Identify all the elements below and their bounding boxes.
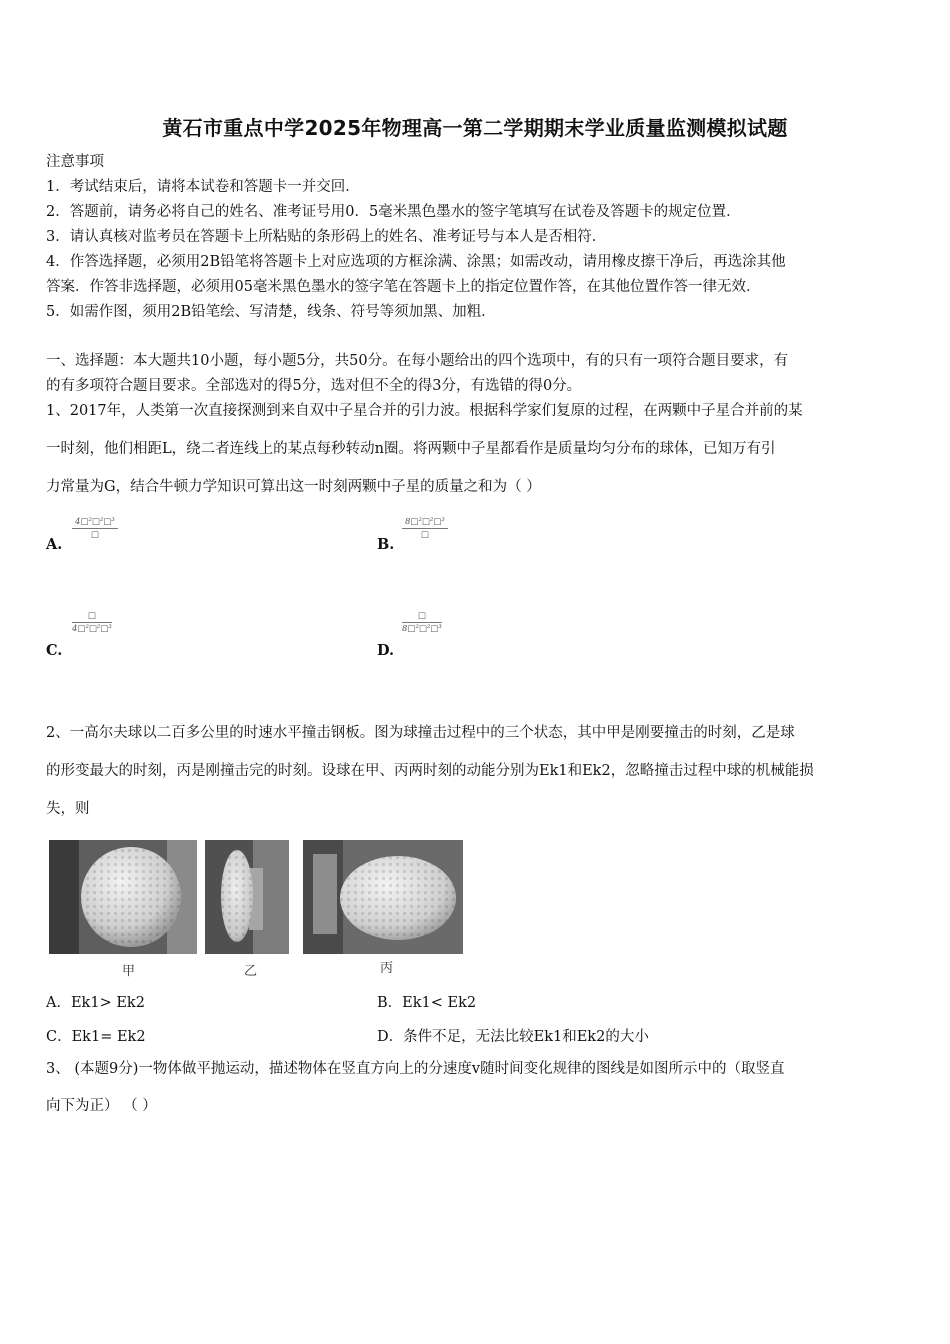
question-2-text: 2、一高尔夫球以二百多公里的时速水平撞击钢板。图为球撞击过程中的三个状态，其中甲是刚要撞击的时刻，乙是球 <box>46 725 795 741</box>
notice-heading: 注意事项 <box>46 154 104 170</box>
golf-ball-photo-before-impact <box>49 840 197 954</box>
question-1-text: 力常量为G，结合牛顿力学知识可算出这一时刻两颗中子星的质量之和为（ ） <box>46 479 541 495</box>
section-instructions: 的有多项符合题目要求。全部选对的得5分，选对但不全的得3分，有选错的得0分。 <box>46 378 582 394</box>
section-instructions: 一、选择题：本大题共10小题，每小题5分，共50分。在每小题给出的四个选项中，有的只有一项符合题目要求，有 <box>46 353 789 369</box>
question-3-text: 向下为正） （ ） <box>46 1098 157 1114</box>
option-a-label: A. <box>46 536 63 553</box>
photo-caption: 乙 <box>244 964 258 979</box>
golf-ball-photo-after-impact <box>303 840 463 954</box>
notice-item: 5．如需作图，须用2B铅笔绘、写清楚，线条、符号等须加黑、加粗． <box>46 304 496 320</box>
option-b-label: B. <box>377 536 395 553</box>
option-b-formula <box>402 517 448 540</box>
golf-ball-photo-max-deformation <box>205 840 289 954</box>
option-c-formula <box>72 611 112 634</box>
option-a: A．Ek1> Ek2 <box>46 995 145 1011</box>
notice-item: 4．作答选择题，必须用2B铅笔将答题卡上对应选项的方框涂满、涂黑；如需改动，请用橡皮擦干净后，再选涂其他 <box>46 254 786 270</box>
formula-denominator: 4□²□²□³ <box>72 624 112 634</box>
option-d-label: D. <box>377 642 395 659</box>
question-1-text: 一时刻，他们相距L，绕二者连线上的某点每秒转动n圈。将两颗中子星都看作是质量均匀分布的球体，已知万有引 <box>46 441 776 457</box>
question-3-text: 3、 (本题9分)一物体做平抛运动，描述物体在竖直方向上的分速度v随时间变化规律的图线是如图所示中的（取竖直 <box>46 1061 785 1077</box>
photo-caption: 丙 <box>380 961 394 976</box>
option-d-formula <box>402 611 442 634</box>
option-b: B．Ek1< Ek2 <box>377 995 477 1011</box>
question-2-text: 失，则 <box>46 801 90 817</box>
formula-denominator: □ <box>90 530 99 540</box>
notice-item: 1．考试结束后，请将本试卷和答题卡一并交回． <box>46 179 360 195</box>
formula-numerator: □ <box>72 611 112 623</box>
notice-item: 3．请认真核对监考员在答题卡上所粘贴的条形码上的姓名、准考证号与本人是否相符． <box>46 229 607 245</box>
option-a-formula <box>72 517 118 540</box>
photo-caption: 甲 <box>122 964 136 979</box>
formula-denominator: □ <box>420 530 429 540</box>
question-2-text: 的形变最大的时刻，丙是刚撞击完的时刻。设球在甲、丙两时刻的动能分别为Ek1和Ek2，忽略撞击过程中球的机械能损 <box>46 763 814 779</box>
page-title: 黄石市重点中学2025年物理高一第二学期期末学业质量监测模拟试题 <box>162 116 788 140</box>
formula-numerator: 4□²□²□³ <box>72 517 118 529</box>
option-c-label: C. <box>46 642 63 659</box>
notice-item: 2．答题前，请务必将自己的姓名、准考证号用0．5毫米黑色墨水的签字笔填写在试卷及答题卡的规定位置． <box>46 204 741 220</box>
option-c: C．Ek1= Ek2 <box>46 1029 146 1045</box>
notice-item: 答案．作答非选择题，必须用05毫米黑色墨水的签字笔在答题卡上的指定位置作答，在其他位置作答一律无效． <box>46 279 761 295</box>
formula-numerator: □ <box>402 611 442 623</box>
formula-numerator: 8□²□²□³ <box>402 517 448 529</box>
option-d: D．条件不足，无法比较Ek1和Ek2的大小 <box>377 1029 649 1045</box>
formula-denominator: 8□²□²□³ <box>402 624 442 634</box>
question-1-text: 1、2017年，人类第一次直接探测到来自双中子星合并的引力波。根据科学家们复原的过程，在两颗中子星合并前的某 <box>46 403 803 419</box>
